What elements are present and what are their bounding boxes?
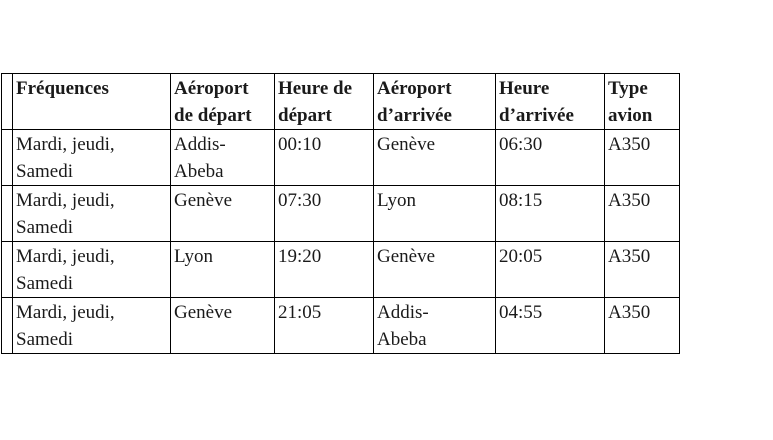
header-departure-airport: Aéroport de départ	[171, 74, 275, 130]
cell-departure-airport: Genève	[171, 298, 275, 354]
cell-aircraft-type: A350	[605, 242, 680, 298]
table-margin-cell	[2, 186, 13, 242]
cell-frequencies: Mardi, jeudi, Samedi	[13, 298, 171, 354]
flight-schedule-table	[1, 73, 680, 354]
table-margin-cell	[2, 298, 13, 354]
cell-departure-airport: Lyon	[171, 242, 275, 298]
cell-arrival-time: 06:30	[496, 130, 605, 186]
table-row	[2, 242, 680, 298]
cell-aircraft-type: A350	[605, 130, 680, 186]
cell-departure-time: 07:30	[275, 186, 374, 242]
cell-arrival-time: 20:05	[496, 242, 605, 298]
cell-departure-airport: Genève	[171, 186, 275, 242]
header-arrival-time: Heure d’arrivée	[496, 74, 605, 130]
table-margin-cell	[2, 74, 13, 130]
cell-arrival-airport: Addis- Abeba	[374, 298, 496, 354]
header-aircraft-type: Type avion	[605, 74, 680, 130]
table-margin-cell	[2, 130, 13, 186]
cell-arrival-airport: Genève	[374, 130, 496, 186]
cell-frequencies: Mardi, jeudi, Samedi	[13, 186, 171, 242]
cell-aircraft-type: A350	[605, 298, 680, 354]
cell-departure-airport: Addis- Abeba	[171, 130, 275, 186]
header-frequencies: Fréquences	[13, 74, 171, 130]
cell-arrival-time: 08:15	[496, 186, 605, 242]
cell-frequencies: Mardi, jeudi, Samedi	[13, 242, 171, 298]
cell-departure-time: 21:05	[275, 298, 374, 354]
cell-departure-time: 19:20	[275, 242, 374, 298]
cell-arrival-airport: Genève	[374, 242, 496, 298]
table-margin-cell	[2, 242, 13, 298]
table-row	[2, 298, 680, 354]
cell-arrival-time: 04:55	[496, 298, 605, 354]
cell-arrival-airport: Lyon	[374, 186, 496, 242]
header-arrival-airport: Aéroport d’arrivée	[374, 74, 496, 130]
cell-departure-time: 00:10	[275, 130, 374, 186]
header-departure-time: Heure de départ	[275, 74, 374, 130]
table-row	[2, 130, 680, 186]
cell-aircraft-type: A350	[605, 186, 680, 242]
cell-frequencies: Mardi, jeudi, Samedi	[13, 130, 171, 186]
table-row	[2, 186, 680, 242]
table-header-row	[2, 74, 680, 130]
